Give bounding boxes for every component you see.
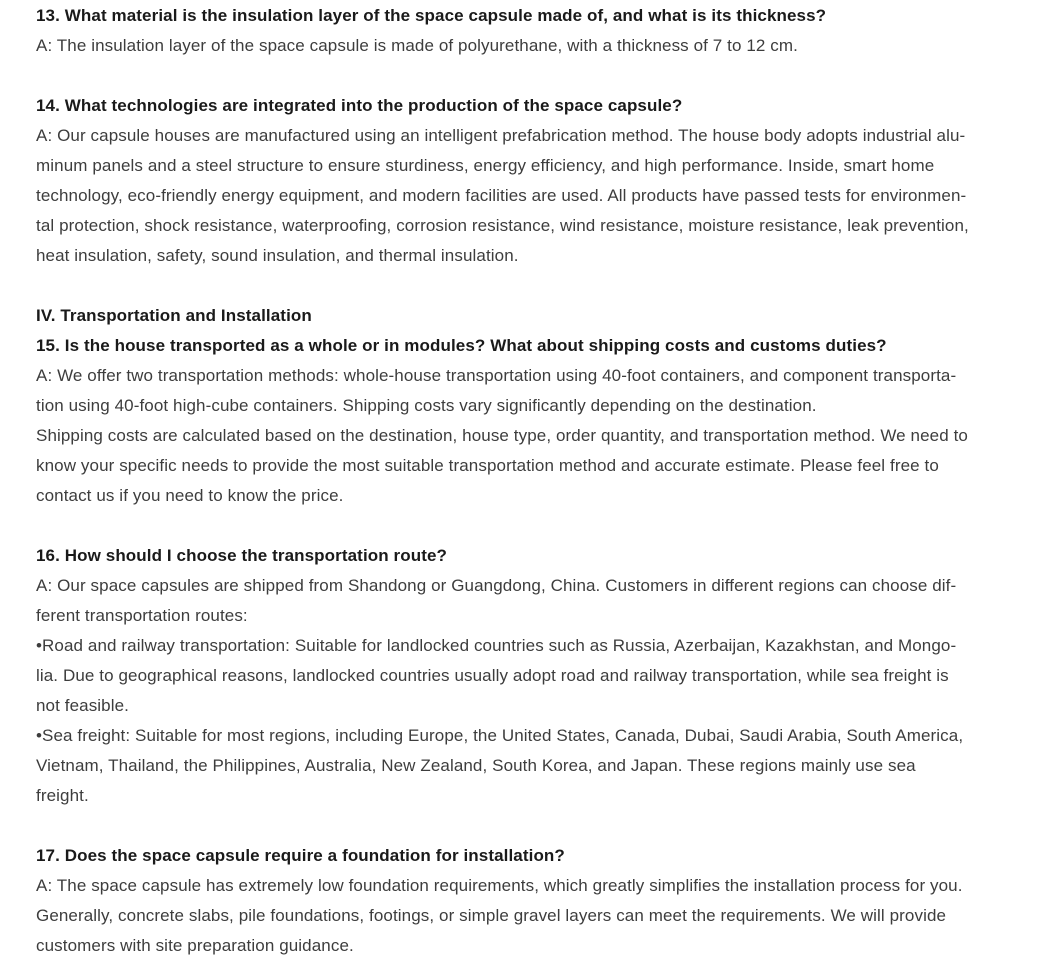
question-text: 16. How should I choose the transportation route? (36, 546, 448, 565)
answer-line: minum panels and a steel structure to ensure sturdiness, energy efficiency, and high performance. Inside, smart home (36, 156, 935, 175)
answer-line: tal protection, shock resistance, waterproofing, corrosion resistance, wind resistance, moisture resistance, leak prevention, (36, 216, 969, 235)
qa-item (36, 841, 1036, 961)
answer-line: A: Our space capsules are shipped from Shandong or Guangdong, China. Customers in different regions can choose dif- (36, 576, 957, 595)
qa-item (36, 1, 1036, 61)
question-text: 14. What technologies are integrated into the production of the space capsule? (36, 96, 683, 115)
answer-line: not feasible. (36, 696, 129, 715)
answer-line: A: The space capsule has extremely low foundation requirements, which greatly simplifies the installation process for you. (36, 876, 963, 895)
answer-line: A: We offer two transportation methods: whole-house transportation using 40-foot containers, and component transporta- (36, 366, 957, 385)
qa-item (36, 541, 1036, 811)
faq-document (36, 1, 1036, 961)
answer-line: technology, eco-friendly energy equipment, and modern facilities are used. All products have passed tests for environmen- (36, 186, 967, 205)
answer-line: A: Our capsule houses are manufactured using an intelligent prefabrication method. The house body adopts industrial alu- (36, 126, 966, 145)
answer-line: freight. (36, 786, 89, 805)
qa-item (36, 331, 1036, 511)
answer-line: A: The insulation layer of the space capsule is made of polyurethane, with a thickness of 7 to 12 cm. (36, 36, 798, 55)
answer-line: Generally, concrete slabs, pile foundations, footings, or simple gravel layers can meet the requirements. We will provide (36, 906, 947, 925)
answer-line: •Sea freight: Suitable for most regions, including Europe, the United States, Canada, Dubai, Saudi Arabia, South America, (36, 726, 964, 745)
answer-line: customers with site preparation guidance. (36, 936, 354, 955)
answer-line: •Road and railway transportation: Suitable for landlocked countries such as Russia, Azerbaijan, Kazakhstan, and Mongo- (36, 636, 957, 655)
answer-line: know your specific needs to provide the most suitable transportation method and accurate estimate. Please feel free to (36, 456, 939, 475)
question-text: 17. Does the space capsule require a foundation for installation? (36, 846, 565, 865)
qa-item (36, 91, 1036, 271)
answer-line: heat insulation, safety, sound insulation, and thermal insulation. (36, 246, 519, 265)
answer-line: Vietnam, Thailand, the Philippines, Australia, New Zealand, South Korea, and Japan. These regions mainly use sea (36, 756, 916, 775)
question-text: 15. Is the house transported as a whole or in modules? What about shipping costs and customs duties? (36, 336, 887, 355)
answer-line: ferent transportation routes: (36, 606, 248, 625)
question-text: 13. What material is the insulation layer of the space capsule made of, and what is its thickness? (36, 6, 827, 25)
answer-line: lia. Due to geographical reasons, landlocked countries usually adopt road and railway transportation, while sea freight is (36, 666, 949, 685)
section-heading: IV. Transportation and Installation (36, 306, 312, 325)
answer-line: tion using 40-foot high-cube containers. Shipping costs vary significantly depending on the destination. (36, 396, 817, 415)
answer-line: contact us if you need to know the price. (36, 486, 344, 505)
answer-line: Shipping costs are calculated based on the destination, house type, order quantity, and transportation method. We need to (36, 426, 968, 445)
